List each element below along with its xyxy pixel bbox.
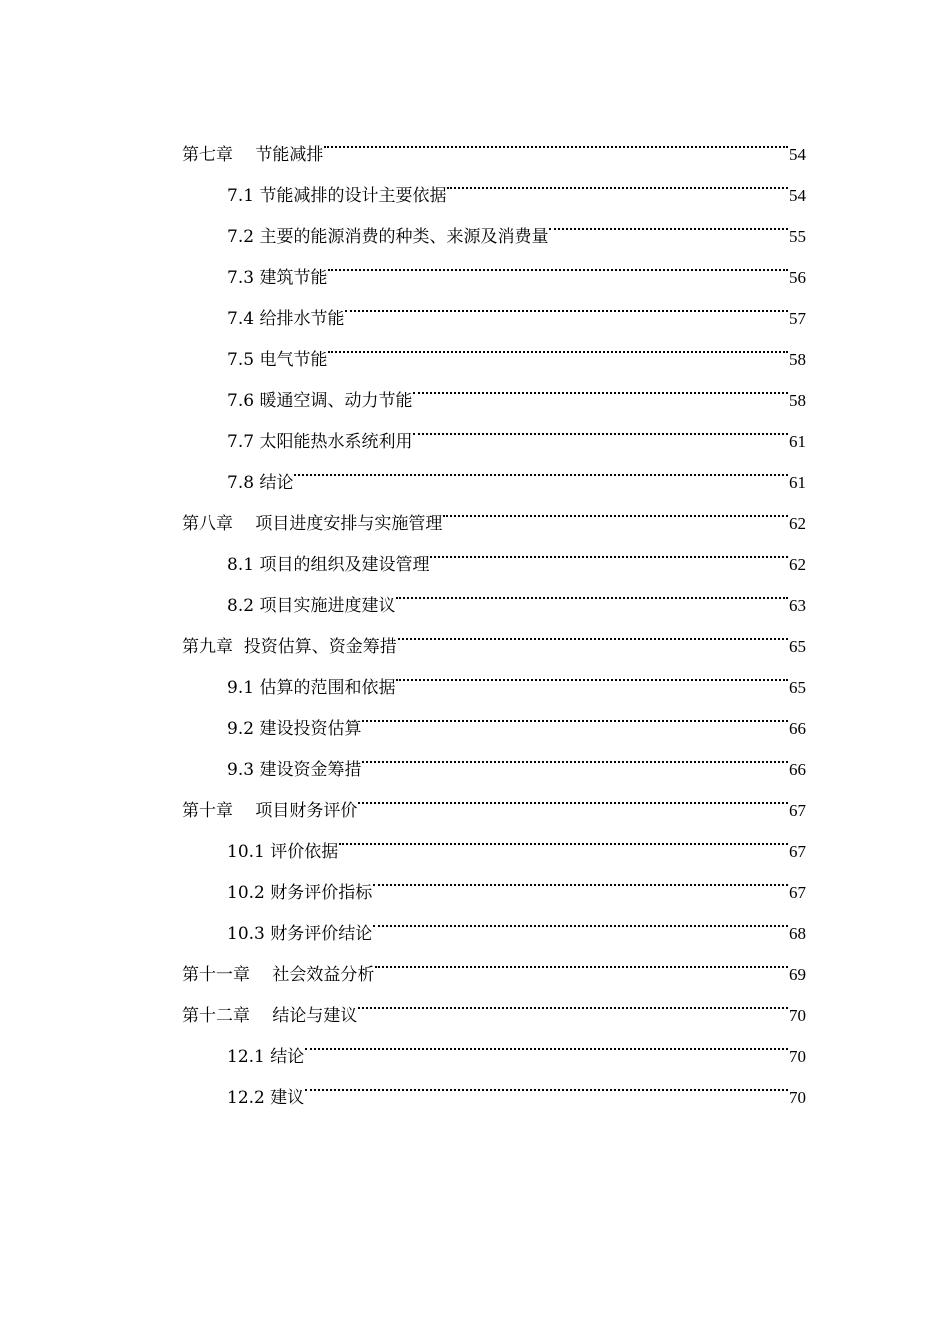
- toc-page-number: 70: [789, 1006, 806, 1025]
- toc-dot-leader: [373, 857, 788, 898]
- toc-page-number: 56: [789, 268, 806, 287]
- toc-page-number: 57: [789, 309, 806, 328]
- toc-entry-title: 10.1 评价依据: [227, 842, 339, 862]
- toc-dot-leader: [443, 488, 788, 529]
- toc-page-number: 67: [789, 801, 806, 820]
- toc-page-number: 54: [789, 145, 806, 164]
- toc-page-number: 68: [789, 924, 806, 943]
- toc-entry-title: 第十章 项目财务评价: [182, 801, 358, 821]
- toc-dot-leader: [362, 734, 788, 775]
- toc-entry-title: 12.2 建议: [227, 1088, 305, 1108]
- toc-page-number: 65: [789, 637, 806, 656]
- toc-page-number: 54: [789, 186, 806, 205]
- toc-dot-leader: [328, 324, 788, 365]
- toc-dot-leader: [358, 775, 788, 816]
- toc-dot-leader: [447, 160, 788, 201]
- toc-page-number: 58: [789, 350, 806, 369]
- toc-page-number: 70: [789, 1088, 806, 1107]
- toc-entry-title: 第七章 节能减排: [182, 145, 324, 165]
- toc-page-number: 62: [789, 514, 806, 533]
- toc-page-number: 61: [789, 473, 806, 492]
- toc-dot-leader: [430, 529, 788, 570]
- toc-dot-leader: [375, 939, 788, 980]
- toc-entry-title: 第十二章 结论与建议: [182, 1006, 358, 1026]
- toc-entry-title: 第八章 项目进度安排与实施管理: [182, 514, 443, 534]
- toc-entry-title: 7.1 节能减排的设计主要依据: [227, 186, 447, 206]
- toc-entry-title: 7.3 建筑节能: [227, 268, 328, 288]
- toc-entry-title: 第十一章 社会效益分析: [182, 965, 375, 985]
- toc-dot-leader: [339, 816, 788, 857]
- toc-entry-title: 10.2 财务评价指标: [227, 883, 373, 903]
- toc-entry-title: 7.4 给排水节能: [227, 309, 345, 329]
- toc-dot-leader: [413, 365, 788, 406]
- toc-entry-title: 12.1 结论: [227, 1047, 305, 1067]
- toc-entry-title: 9.1 估算的范围和依据: [227, 678, 396, 698]
- toc-page-number: 66: [789, 719, 806, 738]
- toc-page-number: 61: [789, 432, 806, 451]
- toc-page-number: 58: [789, 391, 806, 410]
- toc-entry-title: 7.5 电气节能: [227, 350, 328, 370]
- toc-entry-title: 9.2 建设投资估算: [227, 719, 362, 739]
- toc-dot-leader: [328, 242, 788, 283]
- toc-entry-title: 第九章 投资估算、资金筹措: [182, 637, 397, 657]
- toc-dot-leader: [373, 898, 788, 939]
- toc-dot-leader: [396, 652, 788, 693]
- toc-page-number: 55: [789, 227, 806, 246]
- toc-page-number: 69: [789, 965, 806, 984]
- toc-dot-leader: [305, 1021, 788, 1062]
- toc-chapter-entry[interactable]: [182, 119, 806, 165]
- toc-page-number: 62: [789, 555, 806, 574]
- toc-page-number: 67: [789, 842, 806, 861]
- toc-dot-leader: [413, 406, 788, 447]
- toc-page-number: 66: [789, 760, 806, 779]
- toc-dot-leader: [549, 201, 788, 242]
- toc-entry-title: 8.1 项目的组织及建设管理: [227, 555, 430, 575]
- toc-dot-leader: [362, 693, 788, 734]
- toc-entry-title: 7.8 结论: [227, 473, 294, 493]
- toc-page-number: 70: [789, 1047, 806, 1066]
- toc-entry-title: 7.6 暖通空调、动力节能: [227, 391, 413, 411]
- toc-page-number: 67: [789, 883, 806, 902]
- toc-dot-leader: [358, 980, 788, 1021]
- toc-entry-title: 7.7 太阳能热水系统利用: [227, 432, 413, 452]
- toc-entry-title: 9.3 建设资金筹措: [227, 760, 362, 780]
- toc-page-number: 63: [789, 596, 806, 615]
- toc-dot-leader: [294, 447, 788, 488]
- toc-entry-title: 7.2 主要的能源消费的种类、来源及消费量: [227, 227, 549, 247]
- toc-entry-title: 10.3 财务评价结论: [227, 924, 373, 944]
- toc-dot-leader: [398, 611, 788, 652]
- toc-dot-leader: [345, 283, 788, 324]
- toc-dot-leader: [396, 570, 788, 611]
- toc-dot-leader: [324, 119, 788, 160]
- toc-entry-title: 8.2 项目实施进度建议: [227, 596, 396, 616]
- toc-dot-leader: [305, 1062, 788, 1103]
- table-of-contents: [182, 119, 806, 1108]
- toc-page-number: 65: [789, 678, 806, 697]
